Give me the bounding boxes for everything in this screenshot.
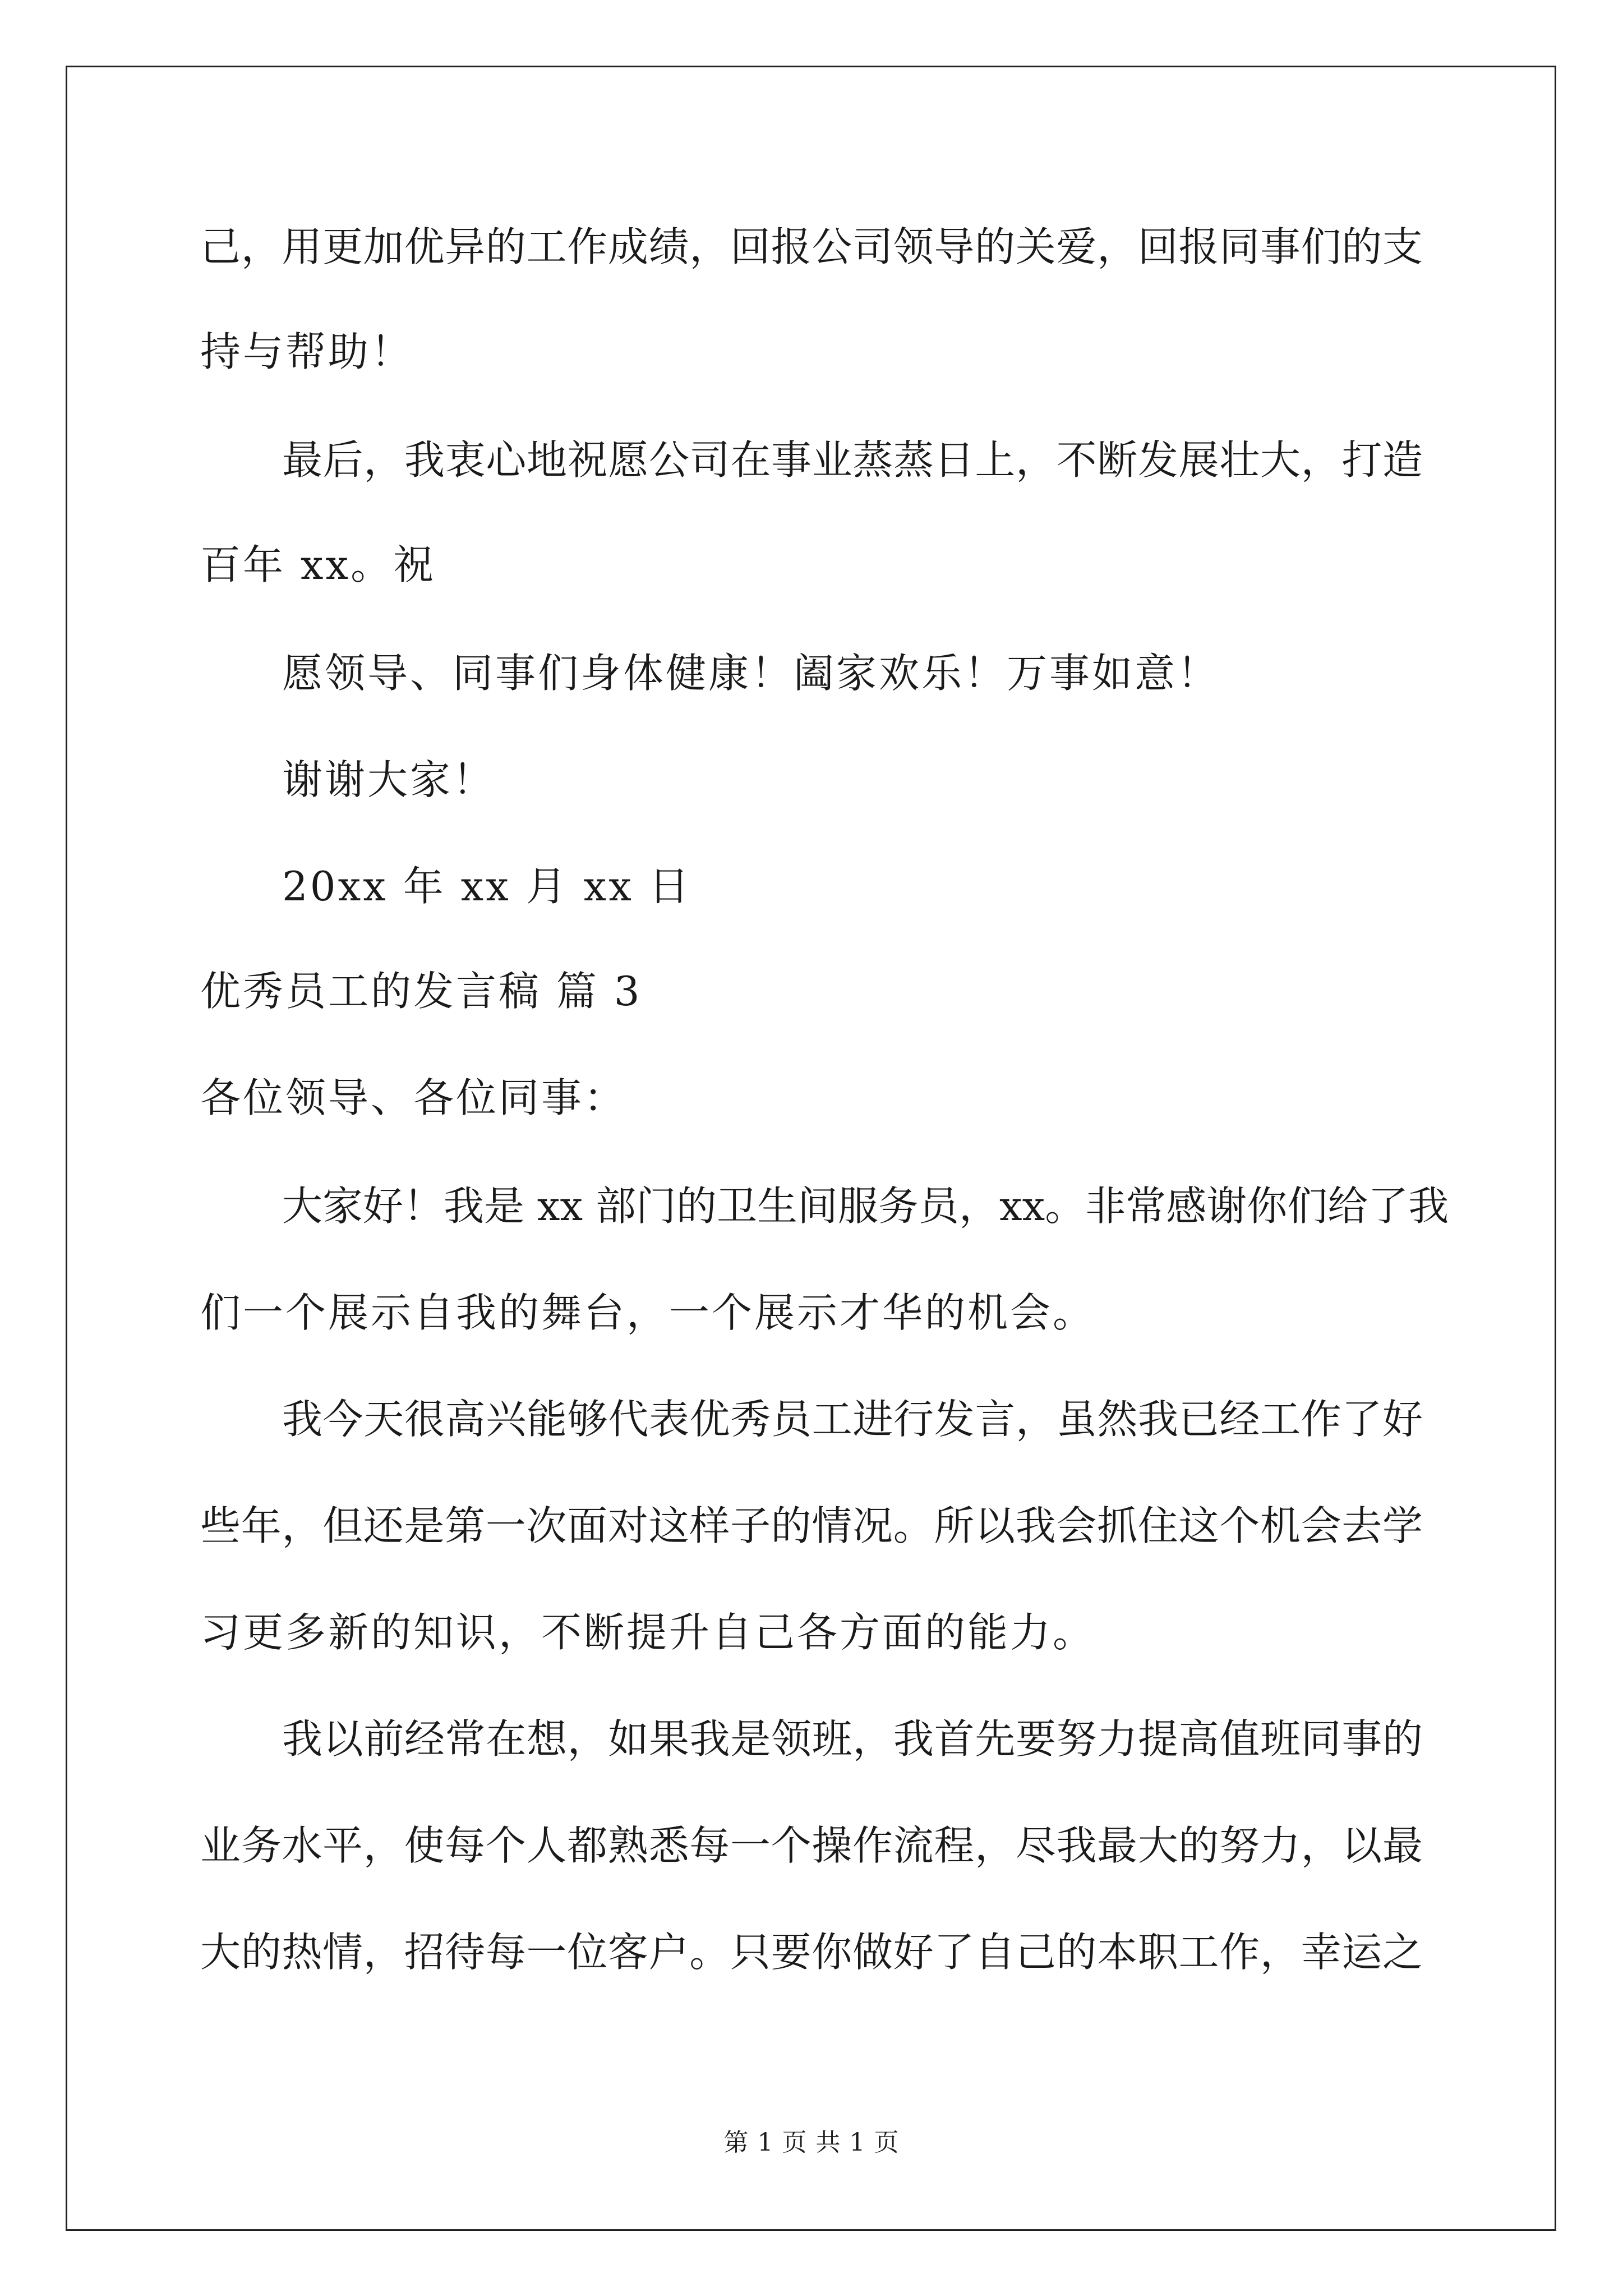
text-line: 己，用更加优异的工作成绩，回报公司领导的关爱，回报同事们的支 bbox=[200, 223, 1423, 270]
text-line: 们一个展示自我的舞台，一个展示才华的机会。 bbox=[200, 1289, 1096, 1336]
text-line: 业务水平，使每个人都熟悉每一个操作流程，尽我最大的努力，以最 bbox=[200, 1822, 1423, 1869]
text-line: 大的热情，招待每一位客户。只要你做好了自己的本职工作，幸运之 bbox=[200, 1929, 1423, 1976]
text-line: 持与帮助！ bbox=[200, 328, 414, 375]
text-line: 愿领导、同事们身体健康！阖家欢乐！万事如意！ bbox=[282, 650, 1220, 697]
text-line: 谢谢大家！ bbox=[282, 756, 496, 803]
page-border bbox=[66, 66, 1556, 2231]
text-line: 些年，但还是第一次面对这样子的情况。所以我会抓住这个机会去学 bbox=[200, 1502, 1423, 1549]
text-line: 大家好！我是 xx 部门的卫生间服务员，xx。非常感谢你们给了我 bbox=[282, 1182, 1449, 1230]
text-line: 我以前经常在想，如果我是领班，我首先要努力提高值班同事的 bbox=[282, 1715, 1423, 1763]
text-line: 习更多新的知识，不断提升自己各方面的能力。 bbox=[200, 1609, 1096, 1656]
salutation: 各位领导、各位同事： bbox=[200, 1074, 627, 1121]
text-line: 我今天很高兴能够代表优秀员工进行发言，虽然我已经工作了好 bbox=[282, 1396, 1423, 1443]
text-line: 百年 xx。祝 bbox=[200, 541, 436, 588]
text-line: 20xx 年 xx 月 xx 日 bbox=[282, 863, 691, 910]
text-line: 最后，我衷心地祝愿公司在事业蒸蒸日上，不断发展壮大，打造 bbox=[282, 436, 1423, 484]
page-footer: 第 1 页 共 1 页 bbox=[723, 2128, 900, 2157]
section-heading: 优秀员工的发言稿 篇 3 bbox=[200, 968, 642, 1015]
